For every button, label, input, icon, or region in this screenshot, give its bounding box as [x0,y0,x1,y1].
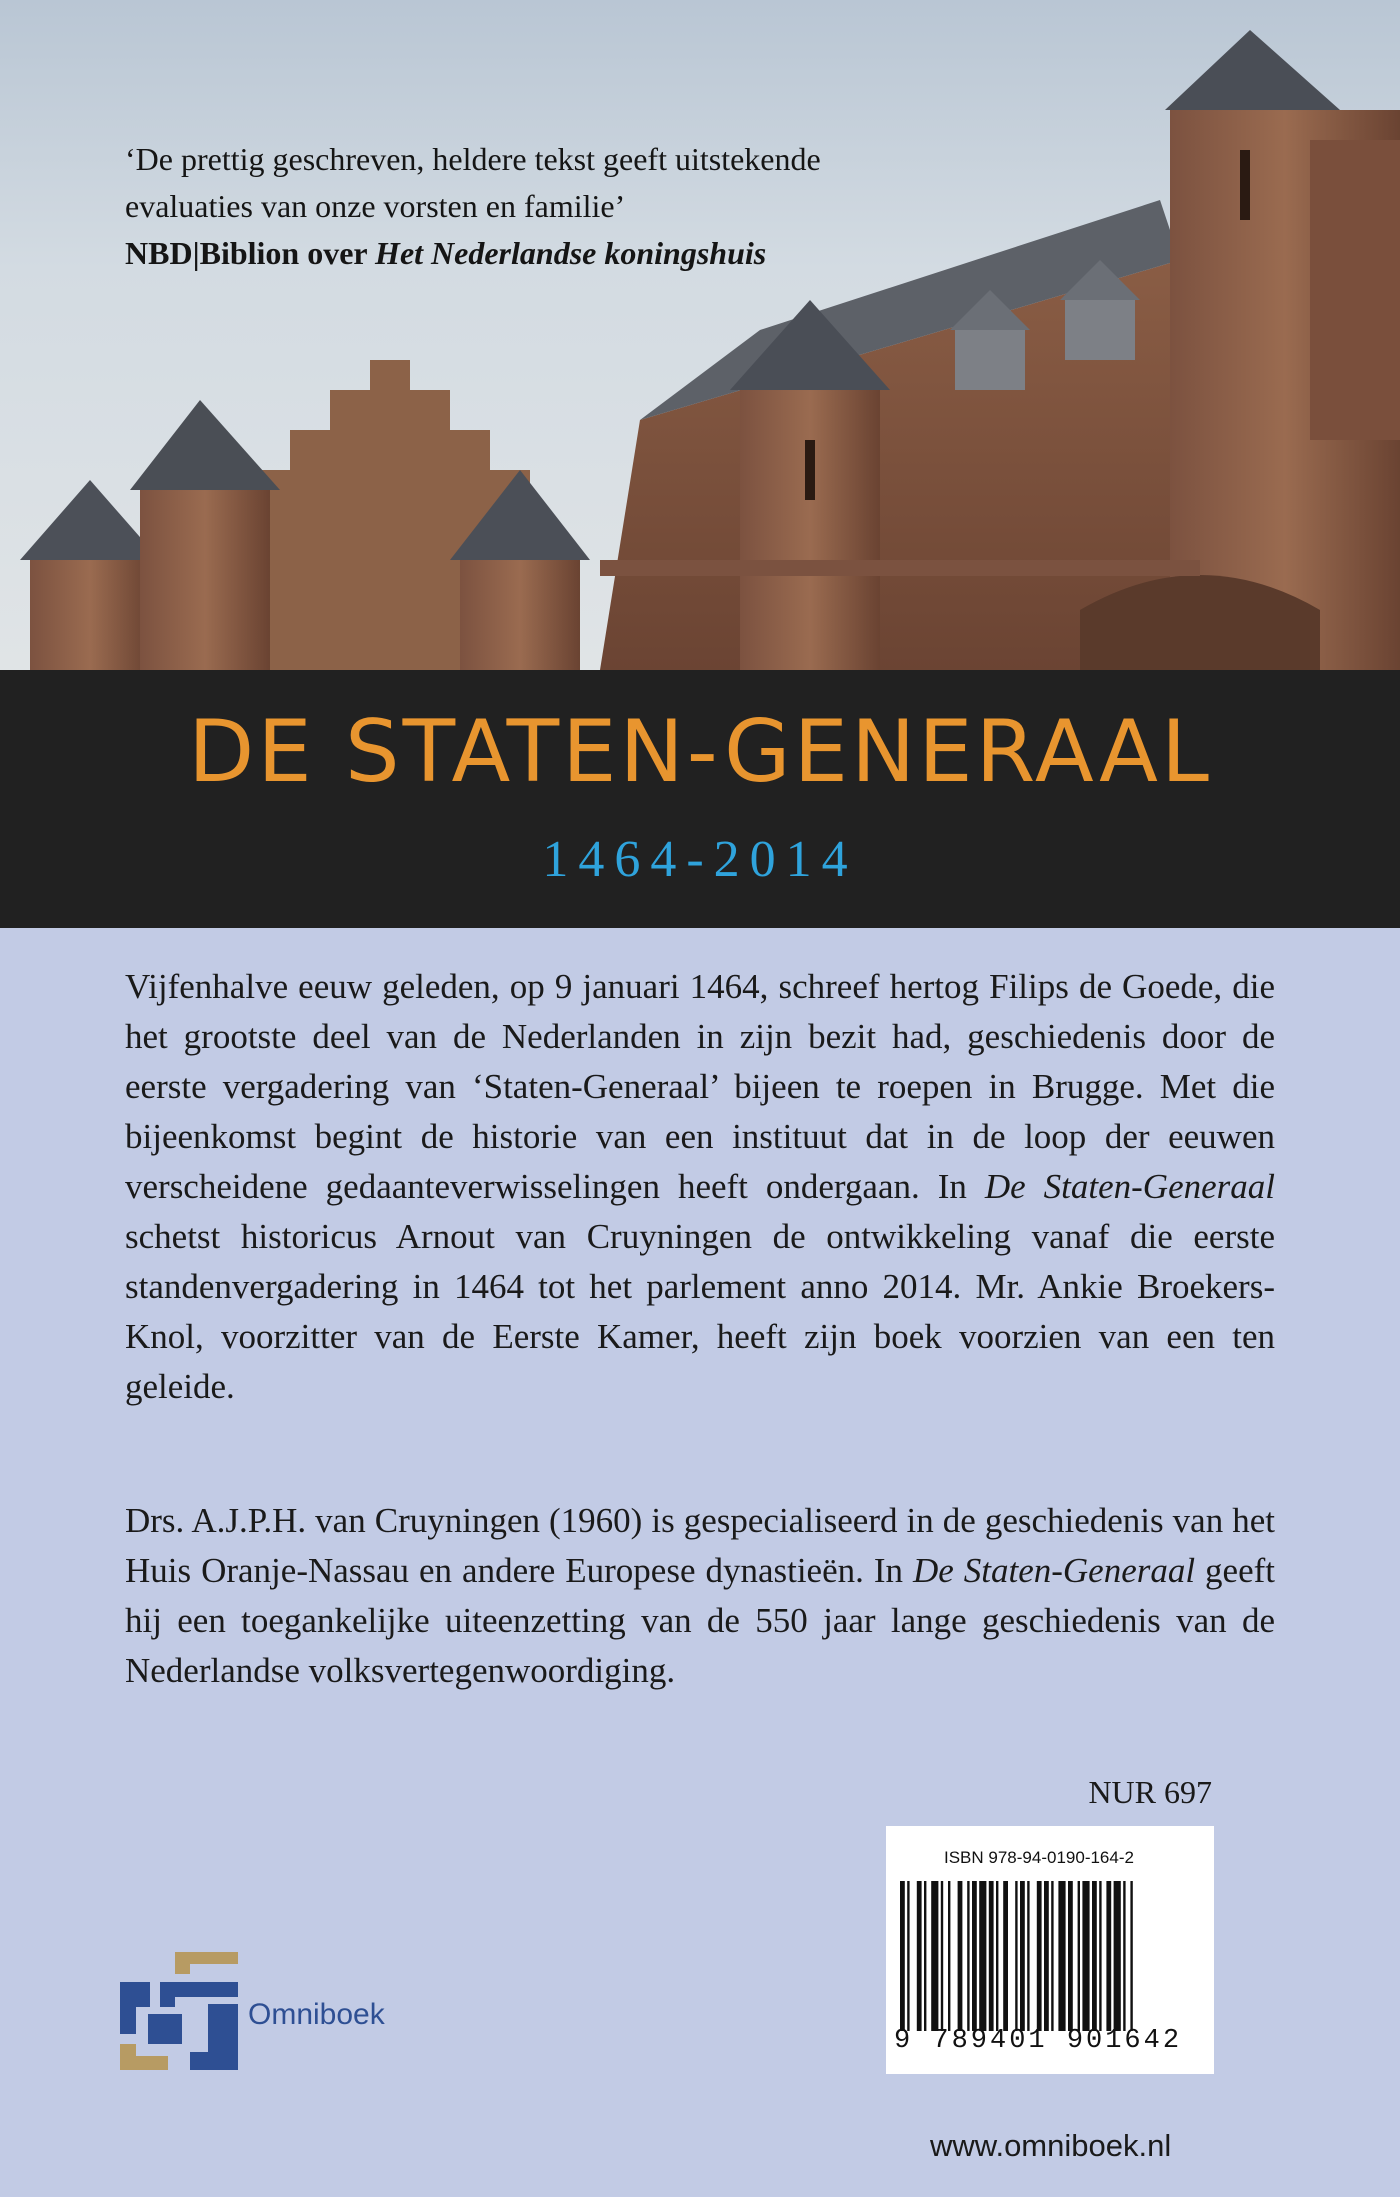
author-paragraph [125,1496,1275,1696]
isbn-text: ISBN 978-94-0190-164-2 [944,1848,1134,1867]
blurb-1-part-1: Vijfenhalve eeuw geleden, op 9 januari 1464, schreef hertog Filips de Goede, die het grootste deel van de Nederlanden in zijn bezit had, geschiedenis door de eerste vergadering van ‘Staten-Generaal’ bijeen te roepen in Brugge. Met die bijeenkomst begint de historie van een instituut dat in de loop der eeuwen verscheidene gedaanteverwisselingen heeft ondergaan. In [125,967,1275,1206]
quote-source [125,230,1025,277]
author-part-2: geeft hij een toegankelijke uiteenzetting van de 550 jaar lange geschiedenis van de Nederlandse volksvertegenwoordiging. [125,1551,1275,1690]
publisher-url: www.omniboek.nl [930,2128,1172,2163]
blurb-paragraph-1 [125,962,1275,1412]
barcode-number: 9 789401 901642 [894,2026,1183,2056]
review-quote [125,136,1025,277]
quote-source-prefix: NBD|Biblion over [125,235,376,271]
omniboek-logo-icon [120,1952,238,2075]
author-italic-title: De Staten-Generaal [912,1551,1196,1590]
barcode-bars [900,1881,1200,2031]
blurb-1-italic-title: De Staten-Generaal [984,1167,1275,1206]
nur-code: NUR 697 [1088,1774,1212,1810]
quote-line-2: evaluaties van onze vorsten en familie’ [125,188,626,224]
blurb-1-part-2: schetst historicus Arnout van Cruyningen de ontwikkeling vanaf die eerste standenvergadering in 1464 tot het parlement anno 2014. Mr. Ankie Broekers-Knol, voorzitter van de Eerste Kamer, heeft zijn boek voorzien van een ten geleide. [125,1217,1275,1406]
book-years: 1464-2014 [542,831,858,888]
book-title: DE STATEN-GENERAAL [188,702,1212,802]
publisher-name: Omniboek [248,1998,385,2031]
barcode-block [886,1826,1214,2074]
author-part-1: Drs. A.J.P.H. van Cruyningen (1960) is gespecialiseerd in de geschiedenis van het Huis Oranje-Nassau en andere Europese dynastieën. In [125,1501,1275,1590]
quote-line-1: ‘De prettig geschreven, heldere tekst geeft uitstekende [125,141,821,177]
cover-photo-castle [0,0,1400,670]
castle-illustration [0,0,1400,670]
quote-source-title: Het Nederlandse koningshuis [375,235,767,271]
